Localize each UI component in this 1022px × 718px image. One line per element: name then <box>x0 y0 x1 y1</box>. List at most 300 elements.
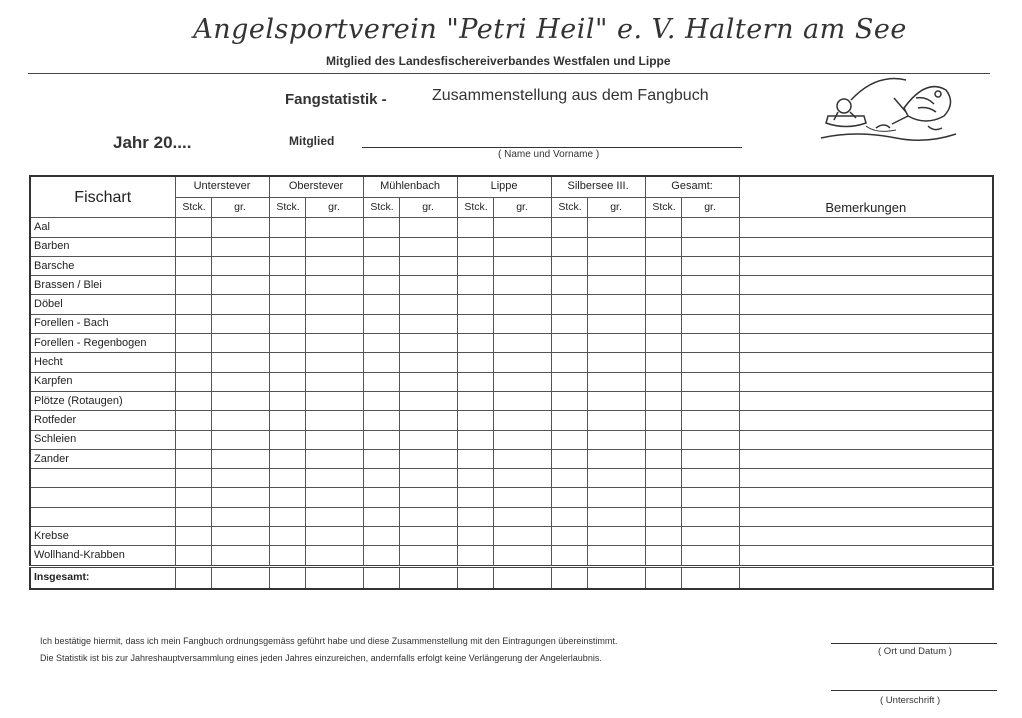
count-cell[interactable] <box>645 391 681 410</box>
member-name-input[interactable] <box>362 147 742 148</box>
table-row <box>30 256 993 275</box>
weight-cell[interactable] <box>305 411 363 430</box>
count-cell[interactable] <box>645 372 681 391</box>
weight-cell[interactable] <box>211 507 269 526</box>
signature-input[interactable] <box>831 690 997 691</box>
weight-cell[interactable] <box>587 546 645 566</box>
count-cell[interactable] <box>457 469 493 488</box>
total-weight-cell[interactable] <box>399 566 457 589</box>
weight-cell[interactable] <box>211 430 269 449</box>
table-row <box>30 334 993 353</box>
remarks-cell[interactable] <box>739 218 993 237</box>
count-cell[interactable] <box>645 353 681 372</box>
weight-unit-header: gr. <box>399 197 457 218</box>
count-cell[interactable] <box>551 256 587 275</box>
weight-cell[interactable] <box>681 488 739 507</box>
count-cell[interactable] <box>551 372 587 391</box>
weight-cell[interactable] <box>399 218 457 237</box>
weight-cell[interactable] <box>211 295 269 314</box>
count-cell[interactable] <box>551 507 587 526</box>
count-cell[interactable] <box>363 527 399 546</box>
remarks-cell[interactable] <box>739 507 993 526</box>
weight-cell[interactable] <box>493 295 551 314</box>
count-cell[interactable] <box>269 237 305 256</box>
weight-cell[interactable] <box>305 334 363 353</box>
count-cell[interactable] <box>457 276 493 295</box>
fish-name-cell[interactable] <box>30 507 175 526</box>
weight-cell[interactable] <box>681 218 739 237</box>
weight-unit-header: gr. <box>493 197 551 218</box>
count-unit-header: Stck. <box>175 197 211 218</box>
weight-cell[interactable] <box>681 391 739 410</box>
weight-cell[interactable] <box>587 295 645 314</box>
count-cell[interactable] <box>645 449 681 468</box>
count-cell[interactable] <box>269 507 305 526</box>
table-row <box>30 295 993 314</box>
weight-cell[interactable] <box>493 507 551 526</box>
count-cell[interactable] <box>175 449 211 468</box>
weight-cell[interactable] <box>681 314 739 333</box>
weight-cell[interactable] <box>493 237 551 256</box>
count-cell[interactable] <box>175 430 211 449</box>
weight-cell[interactable] <box>587 449 645 468</box>
count-cell[interactable] <box>363 218 399 237</box>
water-header: Silbersee III. <box>551 176 645 197</box>
weight-cell[interactable] <box>587 256 645 275</box>
remarks-cell[interactable] <box>739 353 993 372</box>
count-cell[interactable] <box>645 334 681 353</box>
table-row <box>30 411 993 430</box>
weight-cell[interactable] <box>399 314 457 333</box>
weight-cell[interactable] <box>211 469 269 488</box>
count-cell[interactable] <box>457 488 493 507</box>
form-subtitle: Zusammenstellung aus dem Fangbuch <box>432 87 709 104</box>
remarks-cell[interactable] <box>739 527 993 546</box>
catch-statistics-table <box>29 175 994 590</box>
weight-cell[interactable] <box>681 430 739 449</box>
count-unit-header: Stck. <box>645 197 681 218</box>
weight-cell[interactable] <box>681 372 739 391</box>
count-cell[interactable] <box>645 507 681 526</box>
count-cell[interactable] <box>175 411 211 430</box>
weight-cell[interactable] <box>587 372 645 391</box>
weight-cell[interactable] <box>305 256 363 275</box>
weight-cell[interactable] <box>587 430 645 449</box>
weight-cell[interactable] <box>211 391 269 410</box>
weight-cell[interactable] <box>493 353 551 372</box>
count-cell[interactable] <box>175 372 211 391</box>
remarks-cell[interactable] <box>739 488 993 507</box>
weight-cell[interactable] <box>305 449 363 468</box>
weight-cell[interactable] <box>493 334 551 353</box>
weight-cell[interactable] <box>493 372 551 391</box>
remarks-cell[interactable] <box>739 334 993 353</box>
count-cell[interactable] <box>645 256 681 275</box>
count-cell[interactable] <box>645 295 681 314</box>
weight-cell[interactable] <box>305 391 363 410</box>
count-cell[interactable] <box>457 237 493 256</box>
count-cell[interactable] <box>175 488 211 507</box>
fish-name-cell: Wollhand-Krabben <box>30 546 175 566</box>
remarks-cell[interactable] <box>739 256 993 275</box>
count-cell[interactable] <box>269 276 305 295</box>
weight-cell[interactable] <box>211 256 269 275</box>
count-cell[interactable] <box>457 527 493 546</box>
weight-cell[interactable] <box>399 507 457 526</box>
count-cell[interactable] <box>269 488 305 507</box>
total-count-cell[interactable] <box>551 566 587 589</box>
count-cell[interactable] <box>645 546 681 566</box>
fish-name-cell: Krebse <box>30 527 175 546</box>
count-cell[interactable] <box>175 256 211 275</box>
count-cell[interactable] <box>363 372 399 391</box>
weight-cell[interactable] <box>211 372 269 391</box>
count-cell[interactable] <box>175 546 211 566</box>
weight-cell[interactable] <box>399 546 457 566</box>
weight-cell[interactable] <box>681 449 739 468</box>
member-name-hint: ( Name und Vorname ) <box>498 149 600 160</box>
count-unit-header: Stck. <box>457 197 493 218</box>
weight-cell[interactable] <box>305 295 363 314</box>
count-cell[interactable] <box>457 353 493 372</box>
count-cell[interactable] <box>551 546 587 566</box>
count-cell[interactable] <box>269 334 305 353</box>
total-count-cell[interactable] <box>175 566 211 589</box>
count-cell[interactable] <box>551 488 587 507</box>
count-cell[interactable] <box>457 295 493 314</box>
weight-cell[interactable] <box>399 256 457 275</box>
fish-name-cell: Plötze (Rotaugen) <box>30 391 175 410</box>
count-cell[interactable] <box>551 334 587 353</box>
weight-cell[interactable] <box>305 507 363 526</box>
count-cell[interactable] <box>363 237 399 256</box>
total-count-cell[interactable] <box>363 566 399 589</box>
count-cell[interactable] <box>175 391 211 410</box>
remarks-cell[interactable] <box>739 411 993 430</box>
count-cell[interactable] <box>363 411 399 430</box>
count-cell[interactable] <box>645 237 681 256</box>
weight-cell[interactable] <box>305 546 363 566</box>
signature-label: ( Unterschrift ) <box>880 695 941 706</box>
fish-name-cell: Aal <box>30 218 175 237</box>
weight-unit-header: gr. <box>587 197 645 218</box>
weight-cell[interactable] <box>493 449 551 468</box>
weight-unit-header: gr. <box>305 197 363 218</box>
weight-cell[interactable] <box>493 218 551 237</box>
count-cell[interactable] <box>175 295 211 314</box>
fish-name-cell: Rotfeder <box>30 411 175 430</box>
count-cell[interactable] <box>363 295 399 314</box>
total-count-cell[interactable] <box>269 566 305 589</box>
weight-cell[interactable] <box>305 314 363 333</box>
weight-cell[interactable] <box>305 237 363 256</box>
weight-cell[interactable] <box>493 411 551 430</box>
weight-cell[interactable] <box>587 237 645 256</box>
count-unit-header: Stck. <box>363 197 399 218</box>
weight-cell[interactable] <box>681 334 739 353</box>
weight-cell[interactable] <box>211 488 269 507</box>
count-cell[interactable] <box>175 218 211 237</box>
total-label: Insgesamt: <box>30 566 175 589</box>
weight-cell[interactable] <box>211 334 269 353</box>
count-cell[interactable] <box>645 430 681 449</box>
weight-cell[interactable] <box>211 449 269 468</box>
count-cell[interactable] <box>457 218 493 237</box>
count-cell[interactable] <box>457 314 493 333</box>
count-cell[interactable] <box>551 449 587 468</box>
weight-cell[interactable] <box>587 391 645 410</box>
count-cell[interactable] <box>457 372 493 391</box>
count-cell[interactable] <box>551 391 587 410</box>
fish-name-cell[interactable] <box>30 488 175 507</box>
weight-cell[interactable] <box>587 507 645 526</box>
count-cell[interactable] <box>551 469 587 488</box>
weight-cell[interactable] <box>493 469 551 488</box>
count-cell[interactable] <box>363 391 399 410</box>
table-row <box>30 546 993 566</box>
weight-cell[interactable] <box>493 276 551 295</box>
count-cell[interactable] <box>363 488 399 507</box>
table-row <box>30 488 993 507</box>
count-cell[interactable] <box>269 256 305 275</box>
weight-cell[interactable] <box>587 527 645 546</box>
table-row <box>30 449 993 468</box>
weight-cell[interactable] <box>587 276 645 295</box>
count-cell[interactable] <box>363 314 399 333</box>
table-row <box>30 276 993 295</box>
year-field-label: Jahr 20.... <box>113 133 192 152</box>
count-cell[interactable] <box>175 353 211 372</box>
count-unit-header: Stck. <box>269 197 305 218</box>
weight-cell[interactable] <box>681 507 739 526</box>
count-unit-header: Stck. <box>551 197 587 218</box>
confirmation-text: Ich bestätige hiermit, dass ich mein Fangbuch ordnungsgemäss geführt habe und diese Zusammenstellung mit den Eintragungen übereinstimmt. <box>40 636 618 646</box>
weight-cell[interactable] <box>211 237 269 256</box>
total-count-cell[interactable] <box>457 566 493 589</box>
count-cell[interactable] <box>269 469 305 488</box>
fish-name-cell: Barsche <box>30 256 175 275</box>
weight-cell[interactable] <box>211 218 269 237</box>
table-row <box>30 527 993 546</box>
fish-name-cell: Hecht <box>30 353 175 372</box>
count-cell[interactable] <box>645 276 681 295</box>
weight-cell[interactable] <box>587 334 645 353</box>
weight-cell[interactable] <box>493 256 551 275</box>
count-cell[interactable] <box>551 276 587 295</box>
weight-unit-header: gr. <box>681 197 739 218</box>
weight-cell[interactable] <box>211 276 269 295</box>
count-cell[interactable] <box>175 334 211 353</box>
weight-cell[interactable] <box>587 488 645 507</box>
count-cell[interactable] <box>363 276 399 295</box>
weight-cell[interactable] <box>681 276 739 295</box>
count-cell[interactable] <box>269 314 305 333</box>
fish-name-cell: Zander <box>30 449 175 468</box>
count-cell[interactable] <box>551 411 587 430</box>
weight-cell[interactable] <box>681 411 739 430</box>
weight-cell[interactable] <box>399 276 457 295</box>
weight-cell[interactable] <box>681 353 739 372</box>
count-cell[interactable] <box>175 469 211 488</box>
total-weight-cell[interactable] <box>211 566 269 589</box>
count-cell[interactable] <box>269 430 305 449</box>
count-cell[interactable] <box>269 372 305 391</box>
weight-cell[interactable] <box>681 527 739 546</box>
weight-cell[interactable] <box>399 449 457 468</box>
weight-cell[interactable] <box>399 353 457 372</box>
total-weight-cell[interactable] <box>587 566 645 589</box>
count-cell[interactable] <box>269 295 305 314</box>
remarks-cell[interactable] <box>739 295 993 314</box>
weight-cell[interactable] <box>399 295 457 314</box>
weight-cell[interactable] <box>681 295 739 314</box>
weight-cell[interactable] <box>587 218 645 237</box>
fish-column-header: Fischart <box>30 176 175 218</box>
count-cell[interactable] <box>551 314 587 333</box>
count-cell[interactable] <box>269 527 305 546</box>
weight-cell[interactable] <box>399 488 457 507</box>
weight-cell[interactable] <box>211 411 269 430</box>
remarks-cell[interactable] <box>739 372 993 391</box>
count-cell[interactable] <box>551 353 587 372</box>
place-date-input[interactable] <box>831 643 997 644</box>
weight-cell[interactable] <box>399 237 457 256</box>
count-cell[interactable] <box>269 546 305 566</box>
count-cell[interactable] <box>457 391 493 410</box>
weight-cell[interactable] <box>587 469 645 488</box>
weight-cell[interactable] <box>493 391 551 410</box>
weight-cell[interactable] <box>305 430 363 449</box>
count-cell[interactable] <box>457 411 493 430</box>
count-cell[interactable] <box>363 256 399 275</box>
remarks-cell[interactable] <box>739 449 993 468</box>
count-cell[interactable] <box>175 237 211 256</box>
count-cell[interactable] <box>551 295 587 314</box>
remarks-cell[interactable] <box>739 314 993 333</box>
count-cell[interactable] <box>269 411 305 430</box>
count-cell[interactable] <box>269 391 305 410</box>
count-cell[interactable] <box>551 237 587 256</box>
remarks-cell[interactable] <box>739 391 993 410</box>
count-cell[interactable] <box>645 527 681 546</box>
count-cell[interactable] <box>457 546 493 566</box>
count-cell[interactable] <box>175 314 211 333</box>
remarks-cell[interactable] <box>739 546 993 566</box>
count-cell[interactable] <box>363 546 399 566</box>
count-cell[interactable] <box>551 527 587 546</box>
table-row <box>30 507 993 526</box>
count-cell[interactable] <box>551 218 587 237</box>
weight-cell[interactable] <box>587 353 645 372</box>
count-cell[interactable] <box>645 469 681 488</box>
weight-cell[interactable] <box>305 276 363 295</box>
weight-cell[interactable] <box>399 391 457 410</box>
count-cell[interactable] <box>363 430 399 449</box>
fish-name-cell: Forellen - Regenbogen <box>30 334 175 353</box>
count-cell[interactable] <box>363 449 399 468</box>
weight-cell[interactable] <box>681 469 739 488</box>
remarks-cell[interactable] <box>739 430 993 449</box>
count-cell[interactable] <box>457 449 493 468</box>
fish-name-cell[interactable] <box>30 469 175 488</box>
total-count-cell[interactable] <box>645 566 681 589</box>
weight-cell[interactable] <box>399 430 457 449</box>
weight-cell[interactable] <box>493 314 551 333</box>
weight-cell[interactable] <box>681 256 739 275</box>
water-header: Mühlenbach <box>363 176 457 197</box>
count-cell[interactable] <box>645 411 681 430</box>
fish-name-cell: Brassen / Blei <box>30 276 175 295</box>
total-weight-cell[interactable] <box>305 566 363 589</box>
fish-name-cell: Schleien <box>30 430 175 449</box>
weight-cell[interactable] <box>305 353 363 372</box>
count-cell[interactable] <box>645 218 681 237</box>
weight-cell[interactable] <box>399 527 457 546</box>
weight-cell[interactable] <box>399 334 457 353</box>
total-weight-cell[interactable] <box>681 566 739 589</box>
count-cell[interactable] <box>363 469 399 488</box>
deadline-text: Die Statistik ist bis zur Jahreshauptversammlung eines jeden Jahres einzureichen, andernfalls erfolgt keine Verlängerung der Angelerlaubnis. <box>40 653 602 663</box>
weight-cell[interactable] <box>211 527 269 546</box>
count-cell[interactable] <box>457 334 493 353</box>
weight-cell[interactable] <box>305 488 363 507</box>
weight-cell[interactable] <box>305 218 363 237</box>
count-cell[interactable] <box>269 353 305 372</box>
fish-name-cell: Karpfen <box>30 372 175 391</box>
remarks-cell[interactable] <box>739 237 993 256</box>
count-cell[interactable] <box>363 507 399 526</box>
fish-name-cell: Forellen - Bach <box>30 314 175 333</box>
weight-cell[interactable] <box>681 237 739 256</box>
count-cell[interactable] <box>645 488 681 507</box>
count-cell[interactable] <box>175 276 211 295</box>
count-cell[interactable] <box>363 353 399 372</box>
weight-cell[interactable] <box>493 488 551 507</box>
weight-cell[interactable] <box>493 546 551 566</box>
weight-cell[interactable] <box>211 314 269 333</box>
remarks-cell[interactable] <box>739 469 993 488</box>
weight-cell[interactable] <box>587 411 645 430</box>
weight-cell[interactable] <box>305 372 363 391</box>
count-cell[interactable] <box>269 218 305 237</box>
angler-fish-illustration-icon <box>816 68 961 148</box>
count-cell[interactable] <box>175 507 211 526</box>
weight-cell[interactable] <box>211 546 269 566</box>
count-cell[interactable] <box>551 430 587 449</box>
weight-cell[interactable] <box>493 430 551 449</box>
weight-cell[interactable] <box>305 527 363 546</box>
count-cell[interactable] <box>457 430 493 449</box>
weight-cell[interactable] <box>211 353 269 372</box>
weight-cell[interactable] <box>399 411 457 430</box>
count-cell[interactable] <box>457 256 493 275</box>
table-row <box>30 391 993 410</box>
count-cell[interactable] <box>645 314 681 333</box>
count-cell[interactable] <box>363 334 399 353</box>
count-cell[interactable] <box>175 527 211 546</box>
weight-cell[interactable] <box>305 469 363 488</box>
total-weight-cell[interactable] <box>493 566 551 589</box>
weight-cell[interactable] <box>681 546 739 566</box>
weight-cell[interactable] <box>493 527 551 546</box>
count-cell[interactable] <box>269 449 305 468</box>
weight-cell[interactable] <box>399 372 457 391</box>
weight-cell[interactable] <box>399 469 457 488</box>
remarks-cell[interactable] <box>739 276 993 295</box>
count-cell[interactable] <box>457 507 493 526</box>
total-remarks-cell[interactable] <box>739 566 993 589</box>
weight-cell[interactable] <box>587 314 645 333</box>
